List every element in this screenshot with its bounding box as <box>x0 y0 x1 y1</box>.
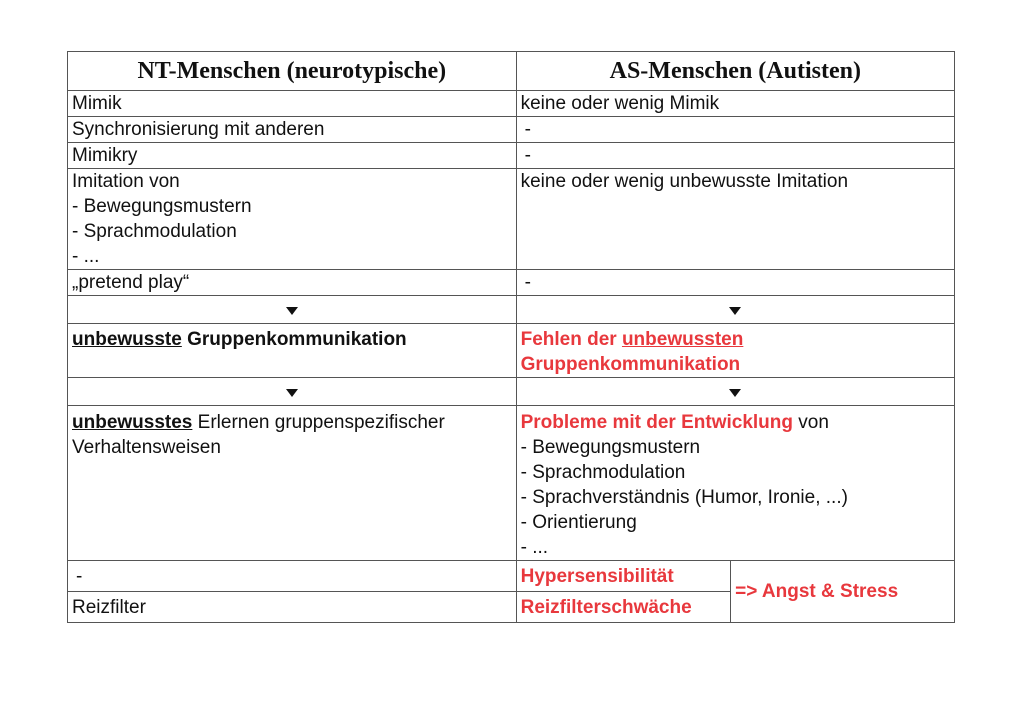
header-nt: NT-Menschen (neurotypische) <box>68 52 517 91</box>
learning-left-rest: Erlernen gruppenspezifischer <box>192 412 445 433</box>
learning-right-line: - Orientierung <box>520 512 637 533</box>
row-pretend-right: - <box>516 270 954 296</box>
sensory-row1-right: Hypersensibilität <box>516 561 731 592</box>
learning-right-bold: Probleme mit der Entwicklung <box>520 412 793 433</box>
row-sync-right: - <box>516 117 954 143</box>
imitation-line: Imitation von <box>72 171 180 192</box>
row-mimik-right: keine oder wenig Mimik <box>516 91 954 117</box>
table-row <box>68 406 955 561</box>
sensory-row2-left: Reizfilter <box>68 592 517 623</box>
learning-left-underlined: unbewusstes <box>72 412 193 433</box>
group-left-rest: Gruppenkommunikation <box>181 329 407 350</box>
table-row <box>68 270 955 296</box>
sensory-row2-right: Reizfilterschwäche <box>516 592 731 623</box>
row-sync-left: Synchronisierung mit anderen <box>68 117 517 143</box>
group-left <box>68 324 517 378</box>
comparison-table <box>67 51 955 623</box>
table-row <box>68 169 955 270</box>
group-right-line2: Gruppenkommunikation <box>520 354 741 375</box>
learning-right-line: - Sprachmodulation <box>520 462 686 483</box>
learning-right-line: - Sprachverständnis (Humor, Ironie, ...) <box>520 487 848 508</box>
row-mimikry-right: - <box>516 143 954 169</box>
group-right <box>516 324 954 378</box>
group-left-underlined: unbewusste <box>72 329 182 350</box>
table-row <box>68 324 955 378</box>
down-arrow-icon <box>68 378 517 406</box>
row-pretend-left: „pretend play“ <box>68 270 517 296</box>
learning-right-rest: von <box>792 412 829 433</box>
table-row <box>68 117 955 143</box>
learning-left-line2: Verhaltensweisen <box>72 437 221 458</box>
down-arrow-icon <box>516 378 954 406</box>
header-as: AS-Menschen (Autisten) <box>516 52 954 91</box>
imitation-line: - ... <box>72 246 100 267</box>
sensory-row1-left: - <box>68 561 517 592</box>
down-arrow-icon <box>516 296 954 324</box>
row-imitation-left <box>68 169 517 270</box>
arrow-row <box>68 296 955 324</box>
group-right-prefix: Fehlen der <box>520 329 622 350</box>
imitation-line: - Sprachmodulation <box>72 221 237 242</box>
table-row <box>68 143 955 169</box>
conclusion-cell: => Angst & Stress <box>731 561 955 623</box>
table-row <box>68 561 955 592</box>
group-right-underlined: unbewussten <box>621 329 744 350</box>
down-arrow-icon <box>68 296 517 324</box>
arrow-row <box>68 378 955 406</box>
learning-left <box>68 406 517 561</box>
header-row <box>68 52 955 91</box>
row-mimik-left: Mimik <box>68 91 517 117</box>
row-mimikry-left: Mimikry <box>68 143 517 169</box>
row-imitation-right: keine oder wenig unbewusste Imitation <box>516 169 954 270</box>
imitation-line: - Bewegungsmustern <box>72 196 252 217</box>
learning-right-line: - Bewegungsmustern <box>520 437 701 458</box>
learning-right-line: - ... <box>520 537 549 558</box>
learning-right <box>516 406 954 561</box>
table-row <box>68 91 955 117</box>
